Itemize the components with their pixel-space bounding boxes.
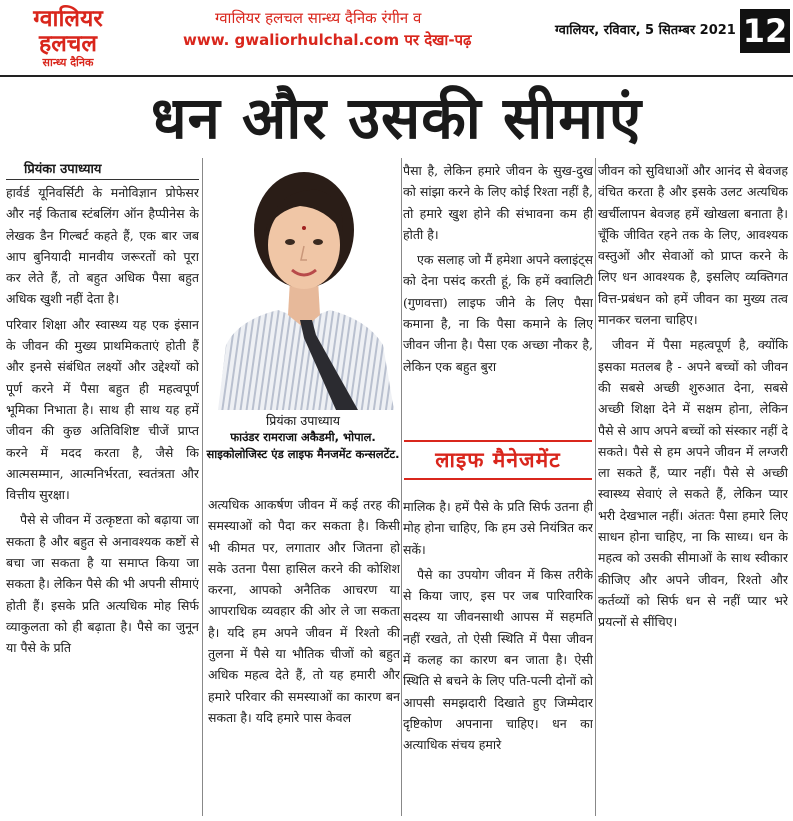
article-column-4	[598, 160, 788, 815]
article-column-2	[208, 494, 400, 815]
author-photo	[208, 160, 400, 410]
masthead-dateline: ग्वालियर, रविवार, 5 सितम्बर 2021	[555, 23, 736, 38]
caption-name: प्रियंका उपाध्याय	[265, 413, 341, 428]
column-divider	[401, 158, 402, 816]
masthead	[0, 0, 793, 80]
masthead-divider	[0, 75, 793, 77]
page-number-badge: 12	[740, 9, 790, 53]
paragraph: जीवन को सुविधाओं और आनंद से बेवजह वंचित करता है और इसके उलट अत्यधिक खर्चीलापन बेवजह हमें खोखला बनाता है। चूँकि जीवित रहने तक के लिए, आवश्यक वस्तुओं और सेवाओं को प्राप्त करने के लिए धन आवश्यक है, इसलिए व्यक्तिगत वित्त-प्रबंधन को हमें जीवन का मुख्य तत्व मानकर चलना चाहिए।	[598, 163, 788, 328]
section-label: लाइफ मैनेजमेंट	[435, 448, 561, 472]
section-label-box	[404, 440, 592, 480]
paragraph: एक सलाह जो मैं हमेशा अपने क्लाइंट्स को देना पसंद करती हूं, कि हमें क्वालिटी (गुणवत्ता) लाइफ जीने के लिए पैसा कमाना है, ना कि पैसा कमाने के लिए जीवन जीना है। पैसा एक अच्छा नौकर है, लेकिन एक बहुत बुरा	[403, 252, 593, 374]
logo-line-1: ग्वालियर	[33, 5, 103, 32]
article-byline: प्रियंका उपाध्याय	[6, 160, 199, 180]
paragraph: पैसे से जीवन में उत्कृष्टता को बढ़ाया जा सकता है और बहुत से अनावश्यक कष्टों से बचा जा सकता है या समाप्त किया जा सकता है। लेकिन पैसे की भी अपनी सीमाएं होती हैं। इसके प्रति अत्यधिक मोह सिर्फ व्याकुलता को ही बढ़ाता है। पैसे का जुनून या पैसे के प्रति	[6, 512, 199, 656]
paragraph: हार्वर्ड यूनिवर्सिटी के मनोविज्ञान प्रोफेसर और नई किताब स्टंबलिंग ऑन हैप्पीनेस के लेखक डैन गिल्बर्ट कहते हैं, एक बार जब आप बुनियादी मानवीय जरूरतों को पूरा कर लेते हैं, तो बहुत अधिक पैसा बहुत अधिक खुशी नहीं देता है।	[6, 185, 199, 307]
photo-caption	[204, 412, 402, 463]
article-column-1	[6, 160, 199, 815]
paragraph: परिवार शिक्षा और स्वास्थ्य यह एक इंसान के जीवन की मुख्य प्राथमिकताएं होती हैं और इनसे संबंधित लक्ष्यों और उद्देश्यों को पूर्ण करने में पैसा बहुत ही महत्वपूर्ण भूमिका निभाता है। साथ ही साथ यह हमें जीवन की कुछ अतिविशिष्ट चीजें प्राप्त करने में मदद करता है, जैसे कि आत्मसम्मान, आत्मनिर्भरता, स्वतंत्रता और वित्तीय सुरक्षा।	[6, 316, 199, 503]
caption-title: फाउंडर रामराजा अकैडमी, भोपाल.	[230, 430, 376, 444]
article-column-3-top	[403, 160, 593, 420]
masthead-tagline: ग्वालियर हलचल सान्ध्य दैनिक रंगीन व	[215, 9, 422, 27]
paragraph: पैसा है, लेकिन हमारे जीवन के सुख-दुख को सांझा करने के लिए कोई रिश्ता नहीं है, तो हमारे खुश होने की संभावना कम ही होती है।	[403, 163, 593, 242]
logo-line-3: सान्ध्य दैनिक	[42, 56, 94, 69]
paragraph: जीवन में पैसा महत्वपूर्ण है, क्योंकि इसका मतलब है - अपने बच्चों को जीवन की सबसे अच्छी शुरुआत देना, सबसे अच्छी शिक्षा देने में सक्षम होना, लेकिन पैसे से आप अपने बच्चों को संस्कार नहीं दे सकते। पैसे से हम अपने जीवन में लग्जरी ला सकते हैं, प्यार नहीं। पैसे से अच्छी स्वास्थ्य सेवाएं ले सकते हैं, लेकिन प्यार भरी देखभाल नहीं। अंततः पैसा हमारे लिए साधन होना चाहिए, ना कि साध्य। धन के महत्व को उसकी सीमाओं के साथ स्वीकार कीजिए और अपने जीवन, रिश्तो और कर्तव्यों को सिर्फ धन से नहीं प्यार भरे प्रयत्नों से सींचिए।	[598, 337, 788, 630]
paragraph: पैसे का उपयोग जीवन में किस तरीके से किया जाए, इस पर जब पारिवारिक सदस्य या जीवनसाथी आपस में सहमति नहीं रखते, तो ऐसी स्थिति में पैसा जीवन में कलह का कारण बन जाता है। ऐसी स्थिति से बचने के लिए पति-पत्नी दोनों को आपसी समझदारी दिखाते हुए जिम्मेदार दृष्टिकोण अपनाना चाहिए। धन का अत्याधिक संचय हमारे	[403, 566, 593, 753]
caption-profession: साइकोलोजिस्ट एंड लाइफ मैनजमेंट कन्सलटेंट.	[206, 447, 400, 461]
paragraph: मालिक है। हमें पैसे के प्रति सिर्फ उतना ही मोह होना चाहिए, कि हम उसे नियंत्रित कर सकें।	[403, 499, 593, 557]
masthead-website-link[interactable]: www. gwaliorhulchal.com पर देखा-पढ़	[183, 31, 472, 49]
newspaper-logo	[4, 6, 132, 76]
article-column-3-bottom	[403, 496, 593, 815]
column-divider	[595, 158, 596, 816]
column-divider	[202, 158, 203, 816]
paragraph: अत्यधिक आकर्षण जीवन में कई तरह की समस्याओं को पैदा कर सकता है। किसी भी कीमत पर, लगातार और जितना हो सके उतना पैसा हासिल करने की कोशिश करना, आपको अनैतिक आचरण या आपराधिक व्यवहार की ओर ले जा सकता है। यदि हम अपने जीवन में रिश्तो की तुलना में पैसे या भौतिक चीजों को बहुत अधिक महत्व देते हैं, तो यह हमारी और हमारे परिवार की समस्याओं का कारण बन सकता है। यदि हमारे पास केवल	[208, 497, 400, 725]
article-headline: धन और उसकी सीमाएं	[150, 84, 643, 152]
logo-line-2: हलचल	[38, 30, 97, 57]
